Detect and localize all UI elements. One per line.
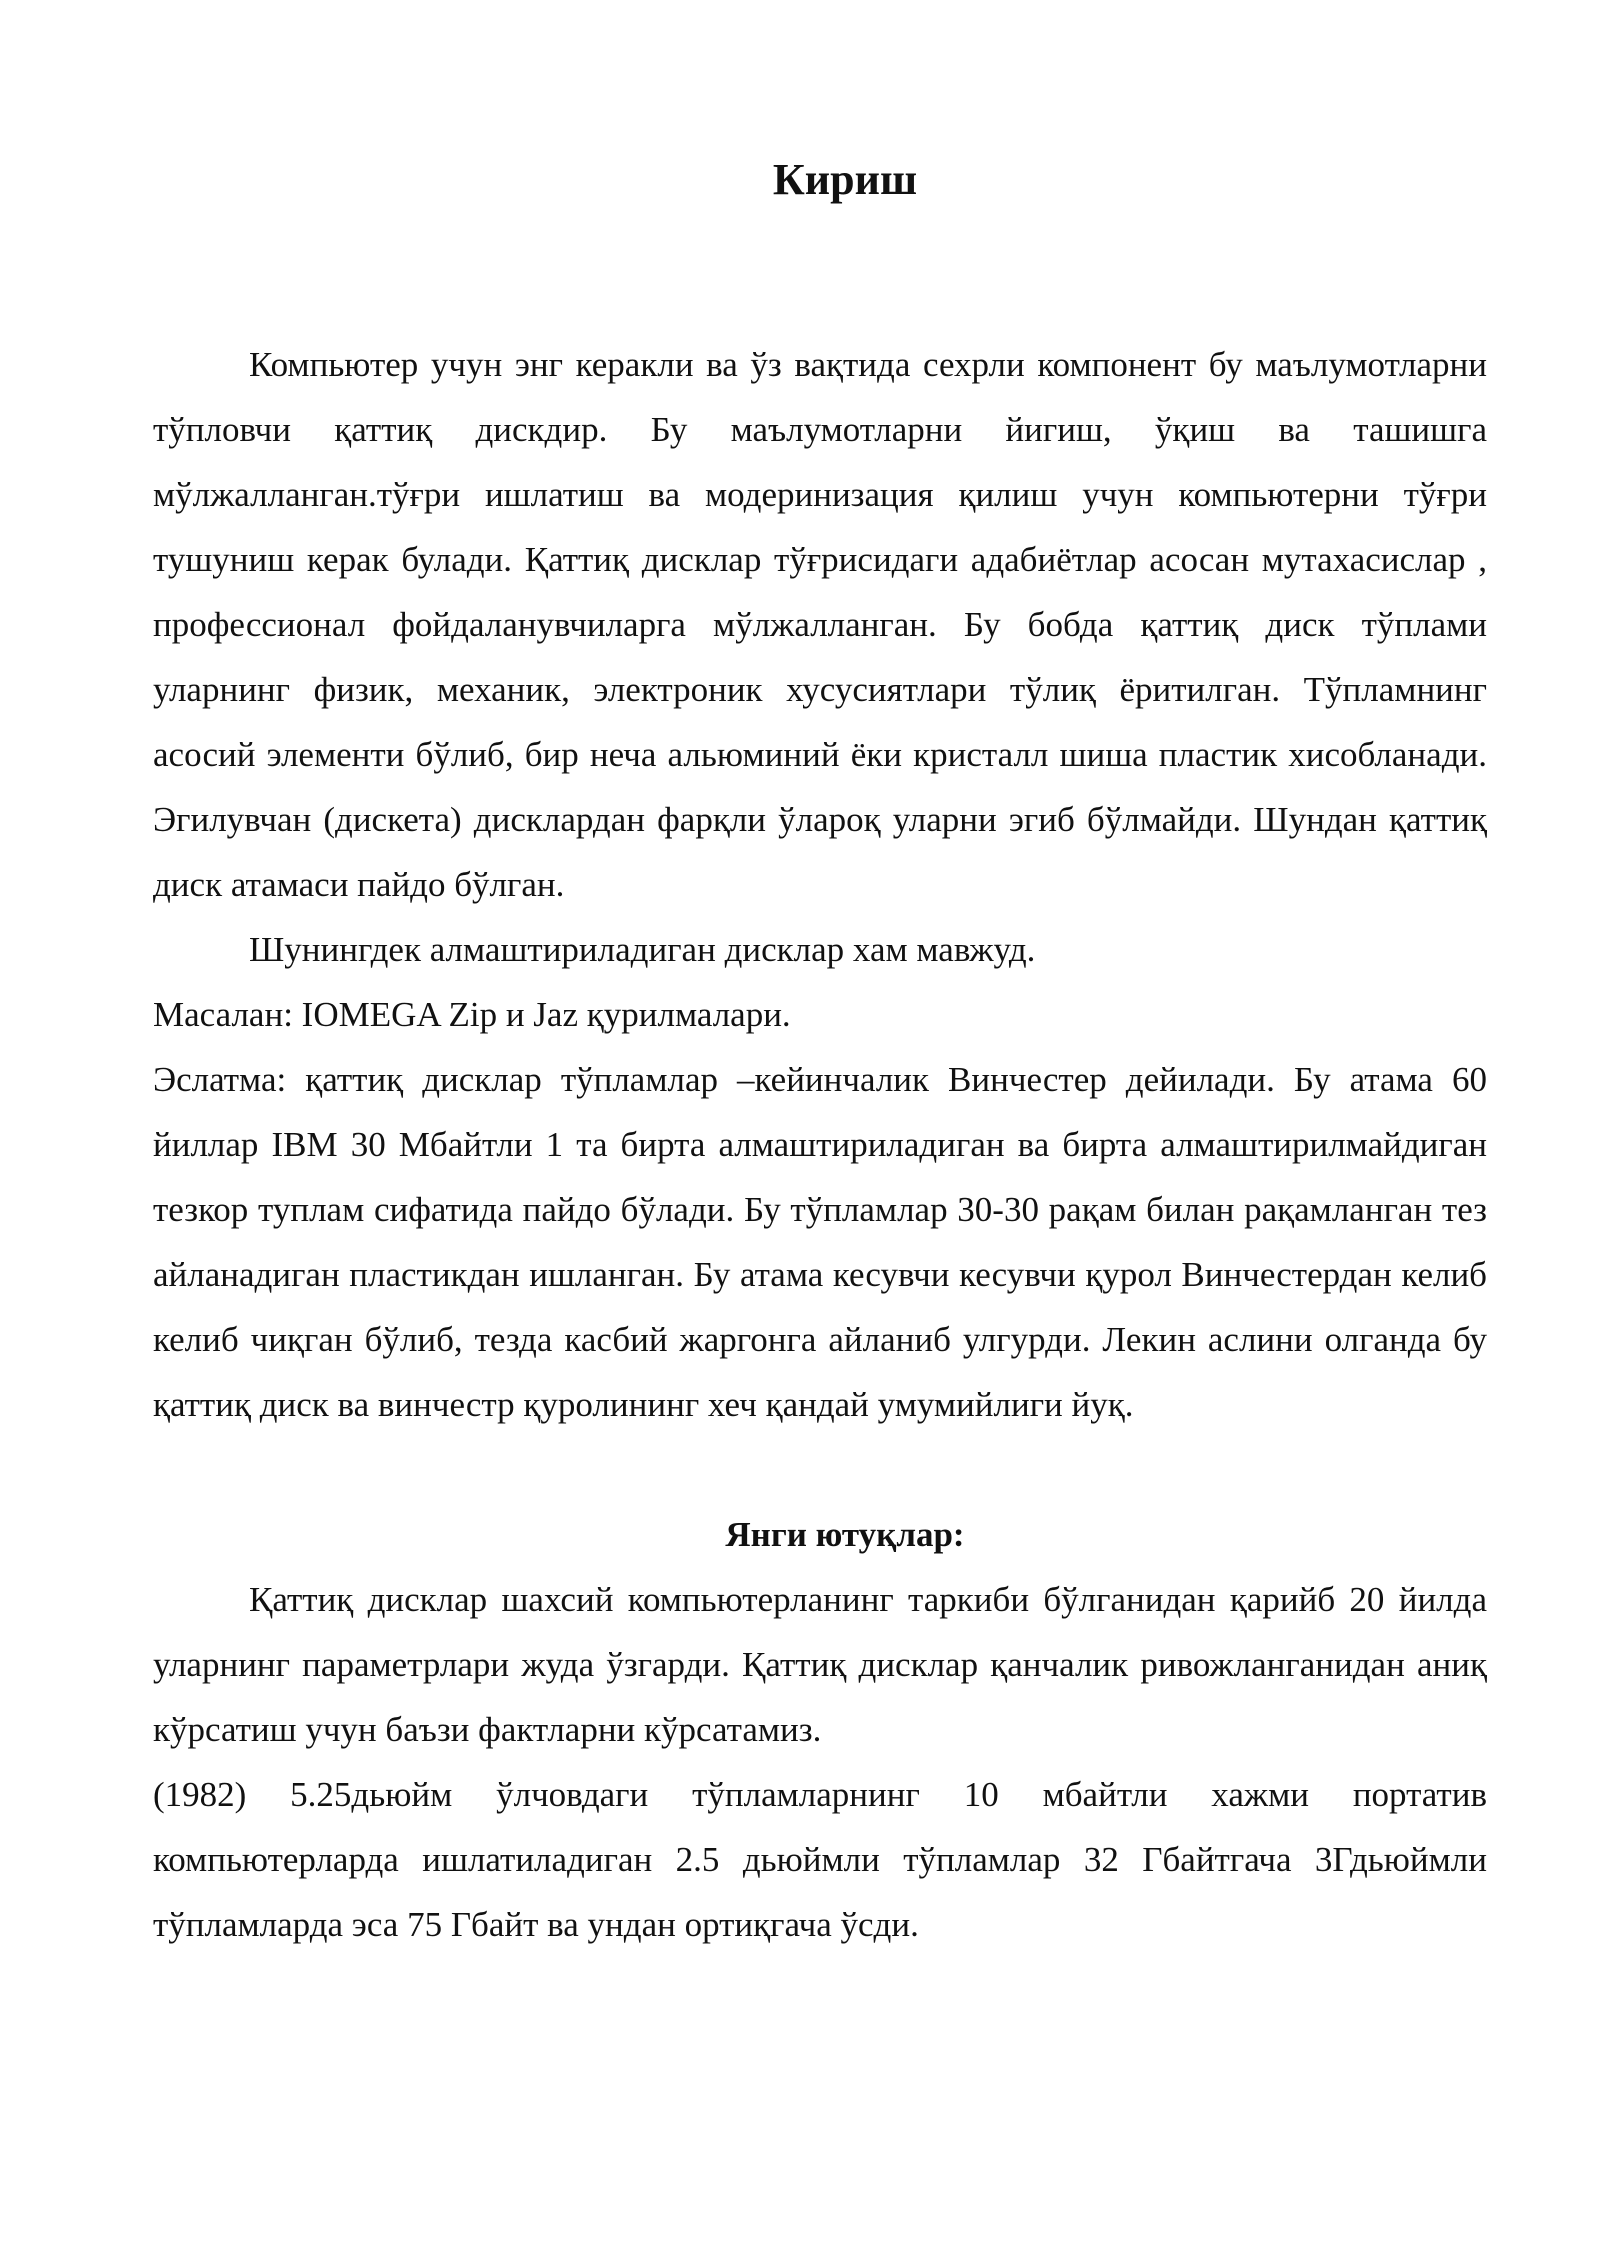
paragraph-example: Масалан: IOMEGA Zip и Jaz қурилмалари.	[153, 995, 791, 1034]
paragraph-achievements: Қаттиқ дисклар шахсий компьютерланинг таркиби бўлганидан қарийб 20 йилда уларнинг параметрлари жуда ўзгарди. Қаттиқ дисклар қанчалик ривожланганидан аниқ кўрсатиш учун баъзи фактларни кўрсатамиз.	[153, 1580, 1487, 1749]
page-title: Кириш	[772, 155, 918, 204]
paragraph-removable-disks: Шунингдек алмаштириладиган дисклар хам мавжуд.	[249, 930, 1036, 969]
section-heading: Янги ютуқлар:	[725, 1515, 965, 1554]
paragraph-note: Эслатма: қаттиқ дисклар тўпламлар –кейинчалик Винчестер дейилади. Бу атама 60 йиллар IBM 30 Мбайтли 1 та бирта алмаштириладиган ва бирта алмаштирилмайдиган тезкор туплам сифатида пайдо бўлади. Бу тўпламлар 30-30 рақам билан рақамланган тез айланадиган пластикдан ишланган. Бу атама кесувчи кесувчи қурол Винчестердан келиб келиб чиқган бўлиб, тезда касбий жаргонга айланиб улгурди. Лекин аслини олганда бу қаттиқ диск ва винчестр қуролининг хеч қандай умумийлиги йуқ.	[153, 1060, 1487, 1424]
paragraph-sizes: (1982) 5.25дьюйм ўлчовдаги тўпламларнинг 10 мбайтли хажми портатив компьютерларда ишлатиладиган 2.5 дьюймли тўпламлар 32 Гбайтгача 3Гдьюймли тўпламларда эса 75 Гбайт ва ундан ортиқгача ўсди.	[153, 1775, 1487, 1944]
document-body	[153, 332, 1487, 1957]
paragraph-intro: Компьютер учун энг керакли ва ўз вақтида сехрли компонент бу маълумотларни тўпловчи қаттиқ дискдир. Бу маълумотларни йигиш, ўқиш ва ташишга мўлжалланган.тўғри ишлатиш ва модеринизация қилиш учун компьютерни тўғри тушуниш керак булади. Қаттиқ дисклар тўғрисидаги адабиётлар асосан мутахасислар , профессионал фойдаланувчиларга мўлжалланган. Бу бобда қаттиқ диск тўплами уларнинг физик, механик, электроник хусусиятлари тўлиқ ёритилган. Тўпламнинг асосий элементи бўлиб, бир неча альюминий ёки кристалл шиша пластик хисобланади. Эгилувчан (дискета) дисклардан фарқли ўлароқ уларни эгиб бўлмайди. Шундан қаттиқ диск атамаси пайдо бўлган.	[153, 345, 1487, 904]
